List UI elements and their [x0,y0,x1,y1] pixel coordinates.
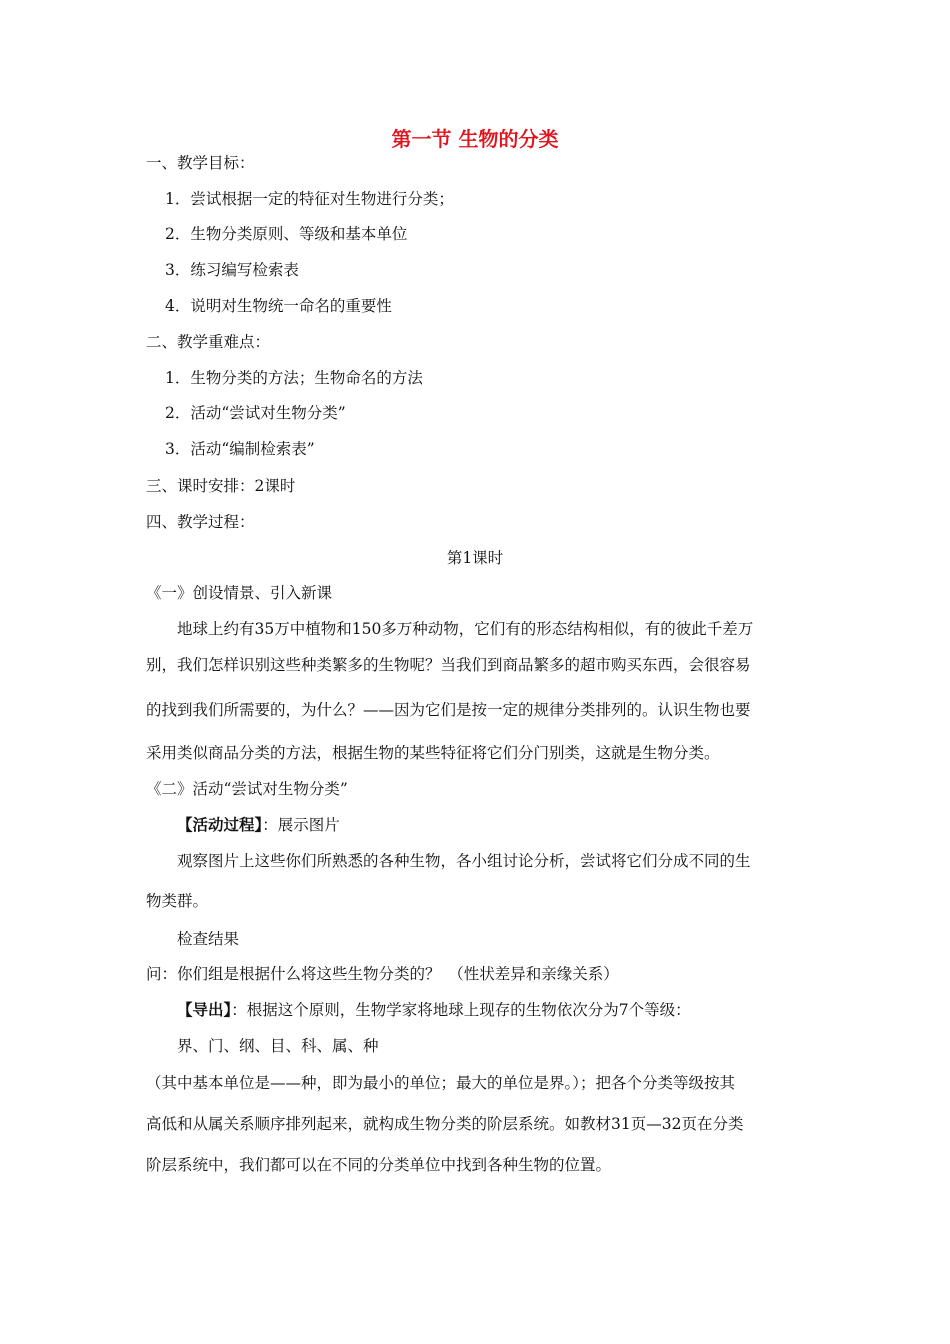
paragraph-line: 观察图片上这些你们所熟悉的各种生物，各小组讨论分析，尝试将它们分成不同的生 [177,852,751,870]
paragraph-line: 检查结果 [177,930,240,948]
export-text: ：根据这个原则，生物学家将地球上现存的生物依次分为7个等级： [231,1001,691,1019]
list-item: 2．生物分类原则、等级和基本单位 [165,225,408,243]
question-line: 问：你们组是根据什么将这些生物分类的？ （性状差异和亲缘关系） [146,965,619,983]
section-heading: 一、教学目标： [146,154,255,172]
paragraph-line: （其中基本单位是——种，即为最小的单位；最大的单位是界。）；把各个分类等级按其 [146,1074,736,1092]
activity-line [177,815,340,835]
export-label: 【导出】 [177,1000,232,1019]
lesson-label: 第1课时 [446,549,504,567]
paragraph-line: 的找到我们所需要的，为什么？——因为它们是按一定的规律分类排列的。认识生物也要 [146,701,751,719]
section-heading: 三、课时安排：2课时 [146,477,296,495]
list-item: 1．生物分类的方法；生物命名的方法 [165,369,423,387]
page-title: 第一节 生物的分类 [391,127,559,151]
section-heading: 四、教学过程： [146,513,255,531]
list-item: 1．尝试根据一定的特征对生物进行分类； [165,190,454,208]
paragraph-line: 采用类似商品分类的方法，根据生物的某些特征将它们分门别类，这就是生物分类。 [146,744,720,762]
paragraph-line: 物类群。 [146,892,209,910]
export-line [177,1000,691,1020]
paragraph-line: 阶层系统中，我们都可以在不同的分类单位中找到各种生物的位置。 [146,1156,612,1174]
list-item: 3．练习编写检索表 [165,261,299,279]
subsection-heading: 《一》创设情景、引入新课 [146,584,333,602]
list-item: 2．活动“尝试对生物分类” [165,404,346,422]
activity-text: ：展示图片 [262,816,340,834]
paragraph-line: 地球上约有35万中植物和150多万种动物，它们有的形态结构相似，有的彼此千差万 [177,620,754,638]
paragraph-line: 别，我们怎样识别这些种类繁多的生物呢？当我们到商品繁多的超市购买东西，会很容易 [146,656,751,674]
activity-label: 【活动过程】 [177,815,263,834]
list-item: 3．活动“编制检索表” [165,440,315,458]
section-heading: 二、教学重难点： [146,333,271,351]
paragraph-line: 高低和从属关系顺序排列起来，就构成生物分类的阶层系统。如教材31页—32页在分类 [146,1115,744,1133]
ranks-line: 界、门、纲、目、科、属、种 [177,1037,379,1055]
subsection-heading: 《二》活动“尝试对生物分类” [146,780,348,798]
list-item: 4．说明对生物统一命名的重要性 [165,297,392,315]
